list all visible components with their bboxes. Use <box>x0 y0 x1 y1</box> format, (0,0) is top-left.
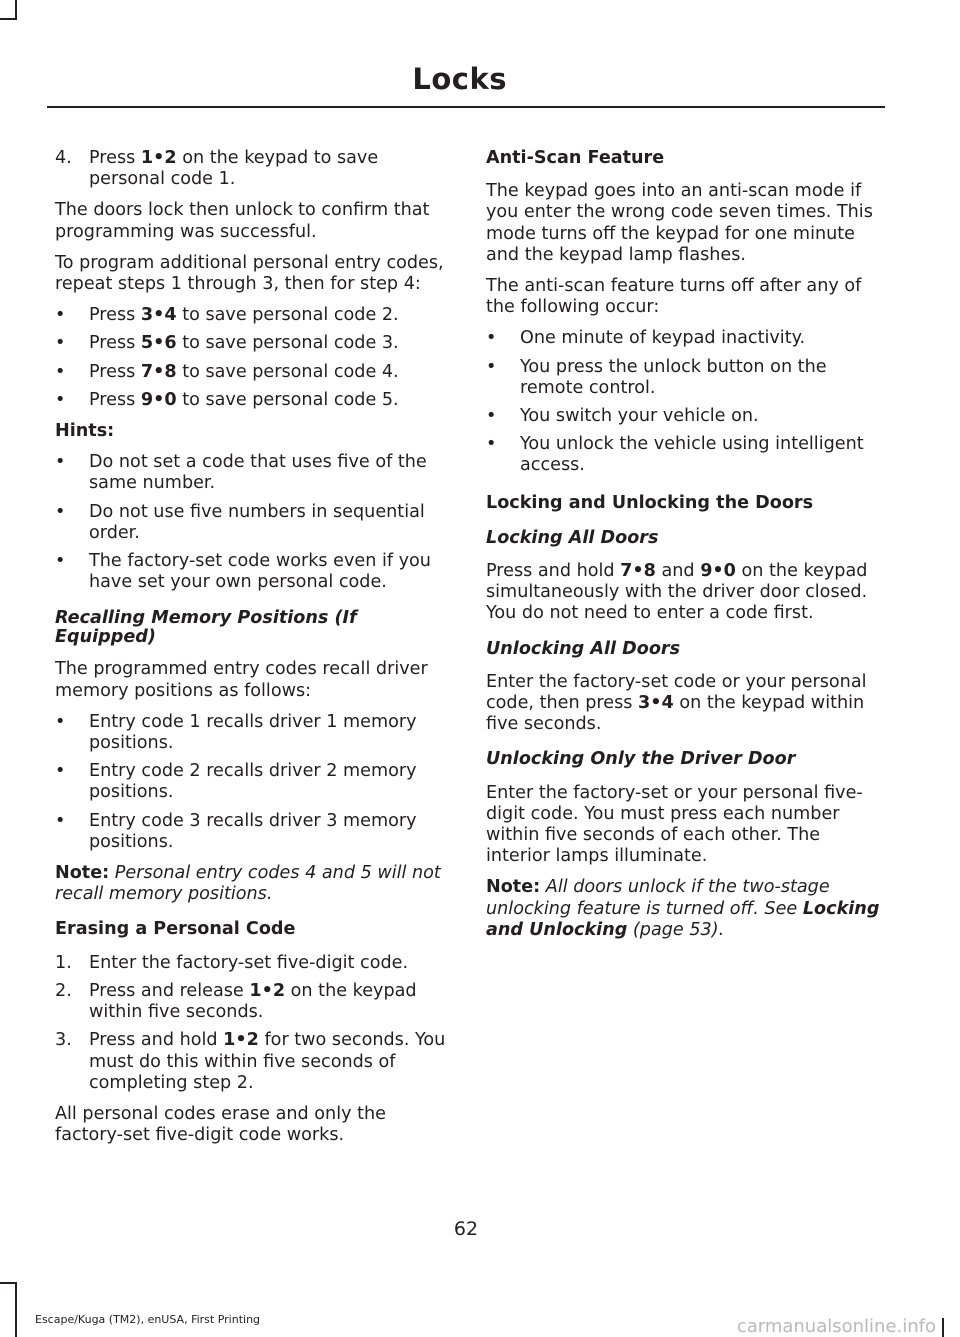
note <box>486 877 884 941</box>
bullet: • <box>55 305 66 326</box>
section-heading: Recalling Memory Positions (If Equipped) <box>55 608 357 648</box>
step-text: Press <box>89 148 141 168</box>
list-number: 1. <box>55 952 72 973</box>
bullet: • <box>55 711 66 732</box>
paragraph <box>486 672 884 736</box>
bullet: • <box>55 551 66 572</box>
text: Press and hold <box>486 561 621 582</box>
hints-heading: Hints: <box>55 421 115 442</box>
list-number: 4. <box>55 148 72 168</box>
note-page-ref: (page 53). <box>627 919 725 940</box>
list-item <box>55 305 453 326</box>
item-text: to save personal code 5. <box>176 389 399 410</box>
paragraph: All personal codes erase and only the factory-set five-digit code works. <box>55 1103 386 1146</box>
bullet: • <box>55 333 66 354</box>
item-text: One minute of keypad inactivity. <box>520 328 806 349</box>
list-item <box>486 328 884 349</box>
step-text: on the keypad within five seconds. <box>89 980 417 1023</box>
bullet: • <box>55 389 66 410</box>
step-4 <box>55 148 453 190</box>
list-item <box>55 761 453 803</box>
item-text: Do not use five numbers in sequential order. <box>89 501 425 543</box>
keypad-code: 1•2 <box>223 1030 259 1051</box>
right-column <box>486 148 884 951</box>
watermark: carmanualsonline.info <box>736 1316 936 1337</box>
bullet: • <box>486 356 497 377</box>
bullet: • <box>55 810 66 831</box>
item-text: Entry code 3 recalls driver 3 memory positions. <box>89 810 417 852</box>
item-text: Press <box>89 333 141 354</box>
crop-mark <box>0 18 17 20</box>
item-text: Do not set a code that uses five of the same number. <box>89 452 427 494</box>
bullet: • <box>486 328 497 349</box>
list-item <box>55 551 453 593</box>
footer-text: Escape/Kuga (TM2), enUSA, First Printing <box>35 1313 261 1326</box>
item-text: to save personal code 4. <box>176 361 399 382</box>
section-heading: Anti-Scan Feature <box>486 148 665 168</box>
step-text: on the keypad to save personal code 1. <box>89 148 379 190</box>
list-item <box>55 712 453 754</box>
item-text: You unlock the vehicle using intelligent access. <box>520 434 864 476</box>
list-item <box>486 357 884 399</box>
note-text: All doors unlock if the two-stage unlocking feature is turned off. See <box>486 877 830 919</box>
keypad-code: 3•4 <box>638 693 674 714</box>
step-2 <box>55 981 453 1023</box>
list-item <box>486 406 884 427</box>
item-text: Press <box>89 389 141 410</box>
paragraph: To program additional personal entry codes, repeat steps 1 through 3, then for step 4: <box>55 252 444 295</box>
bullet: • <box>55 761 66 782</box>
step-3 <box>55 1030 453 1094</box>
list-item <box>55 502 453 544</box>
keypad-code: 3•4 <box>140 305 177 326</box>
list-item <box>55 811 453 853</box>
step-text: Press and hold <box>89 1030 224 1051</box>
item-text: Press <box>89 305 141 326</box>
page-header-title: Locks <box>412 62 507 96</box>
list-item <box>55 362 453 383</box>
keypad-code: 9•0 <box>140 389 177 410</box>
list-item <box>55 333 453 354</box>
bullet: • <box>55 501 66 522</box>
item-text: You switch your vehicle on. <box>520 406 759 427</box>
note <box>55 863 453 905</box>
crop-mark <box>942 1318 944 1337</box>
text: and <box>655 561 701 582</box>
bullet: • <box>486 434 497 455</box>
paragraph: Enter the factory-set or your personal five-digit code. You must press each number within five seconds of each other. The interior lamps illuminate. <box>486 782 863 867</box>
list-item <box>55 390 453 411</box>
subsection-heading: Locking All Doors <box>486 527 659 548</box>
crop-mark <box>15 1282 17 1337</box>
section-heading: Locking and Unlocking the Doors <box>486 492 814 513</box>
list-number: 3. <box>55 1030 72 1051</box>
keypad-code: 1•2 <box>140 148 177 168</box>
subsection-heading: Unlocking All Doors <box>486 638 681 659</box>
item-text: Entry code 1 recalls driver 1 memory positions. <box>89 711 417 754</box>
bullet: • <box>486 406 497 427</box>
text: on the keypad within five seconds. <box>486 693 865 735</box>
item-text: to save personal code 3. <box>176 333 399 354</box>
step-text: Press and release <box>89 980 250 1001</box>
subsection-heading: Unlocking Only the Driver Door <box>486 749 796 770</box>
note-label: Note: <box>486 877 541 898</box>
item-text: Press <box>89 361 141 382</box>
keypad-code: 7•8 <box>620 561 656 582</box>
section-heading: Erasing a Personal Code <box>55 919 296 940</box>
item-text: You press the unlock button on the remote control. <box>520 356 827 398</box>
cross-reference-link[interactable]: Locking and Unlocking <box>486 898 880 940</box>
text: Enter the factory-set code or your personal code, then press <box>486 671 867 714</box>
page-number: 62 <box>453 1218 479 1240</box>
list-number: 2. <box>55 980 72 1001</box>
keypad-code: 9•0 <box>700 561 736 582</box>
crop-mark <box>0 1282 17 1284</box>
text: on the keypad simultaneously with the driver door closed. You do not need to enter a code first. <box>486 561 868 624</box>
header-rule <box>47 106 885 108</box>
step-text: for two seconds. You must do this within five seconds of completing step 2. <box>89 1030 446 1093</box>
paragraph <box>486 561 884 625</box>
crop-mark <box>15 0 17 20</box>
bullet: • <box>55 361 66 382</box>
bullet: • <box>55 452 66 473</box>
item-text: The factory-set code works even if you have set your own personal code. <box>89 551 431 593</box>
paragraph: The programmed entry codes recall driver memory positions as follows: <box>55 659 428 701</box>
step-1 <box>55 953 453 974</box>
item-text: Entry code 2 recalls driver 2 memory positions. <box>89 761 417 803</box>
paragraph: The doors lock then unlock to confirm that programming was successful. <box>55 200 430 242</box>
list-item <box>486 434 884 476</box>
keypad-code: 7•8 <box>140 361 177 382</box>
list-item <box>55 452 453 494</box>
note-label: Note: <box>55 863 110 884</box>
note-text: Personal entry codes 4 and 5 will not recall memory positions. <box>55 863 441 905</box>
step-text: Enter the factory-set five-digit code. <box>89 952 409 973</box>
paragraph: The anti-scan feature turns off after any of the following occur: <box>486 276 862 318</box>
keypad-code: 1•2 <box>249 980 286 1001</box>
keypad-code: 5•6 <box>140 333 177 354</box>
item-text: to save personal code 2. <box>176 305 399 326</box>
paragraph: The keypad goes into an anti-scan mode if you enter the wrong code seven times. This mode turns off the keypad for one minute and the keypad lamp flashes. <box>486 181 873 265</box>
left-column <box>55 148 453 1156</box>
